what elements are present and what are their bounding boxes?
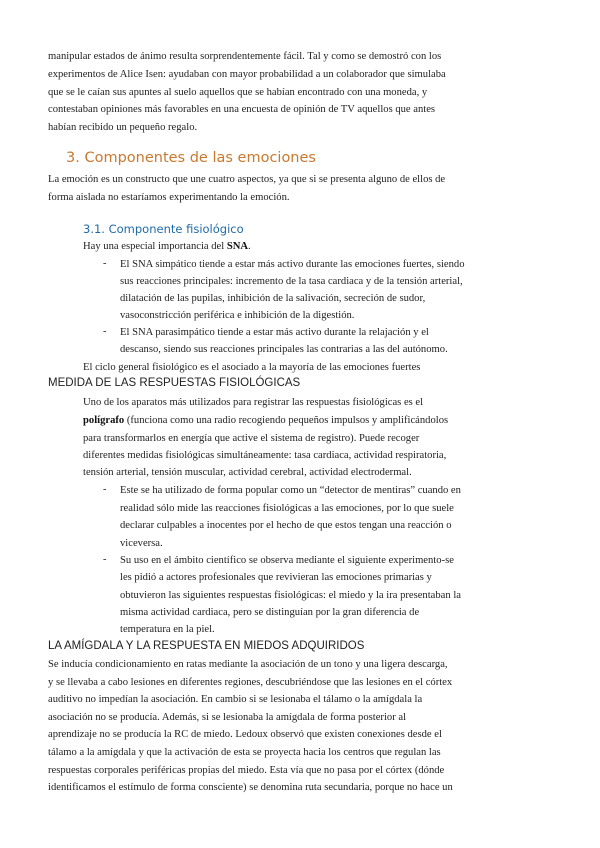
text-line: y se llevaba a cabo lesiones en diferentes regiones, descubriéndose que las lesiones en el córtex: [48, 677, 453, 688]
text-line: tálamo a la amígdala y que la activación de esta se proyecta hacia los centros que regulan las: [48, 747, 441, 758]
medida-heading: MEDIDA DE LAS RESPUESTAS FISIOLÓGICAS: [48, 377, 301, 389]
bullet-dash: -: [103, 258, 107, 269]
section-3-1-heading: 3.1. Componente fisiológico: [83, 222, 244, 236]
bullet-dash: -: [103, 554, 107, 565]
text-line: para transformarlos en energía que active el sistema de registro). Puede recoger: [83, 433, 420, 444]
text-line: Se inducía condicionamiento en ratas mediante la asociación de un tono y una ligera descarga,: [48, 659, 448, 670]
text-line: forma aislada no estaríamos experimentando la emoción.: [48, 192, 290, 203]
text-line: Este se ha utilizado de forma popular como un “detector de mentiras” cuando en: [120, 485, 461, 496]
text-line: diferentes medidas fisiológicas simultáneamente: tasa cardiaca, actividad respiratoria,: [83, 450, 447, 461]
bullet-dash: -: [103, 484, 107, 495]
text-line: identificamos el estímulo de forma consciente) se denomina ruta secundaria, porque no hace un: [48, 782, 453, 793]
text-line: declarar culpables a inocentes por el hecho de que estos tengan una reacción o: [120, 520, 452, 531]
text-line: asociación no se producía. Además, si se lesionaba la amígdala de forma posterior al: [48, 712, 407, 723]
sna-intro-line: Hay una especial importancia del SNA.: [83, 241, 251, 252]
text-line: El ciclo general fisiológico es el asociado a la mayoría de las emociones fuertes: [83, 362, 421, 373]
text-line: polígrafo (funciona como una radio recogiendo pequeños impulsos y amplificándolos: [83, 415, 449, 426]
text-line: temperatura en la piel.: [120, 624, 215, 635]
text-line: El SNA simpático tiende a estar más activo durante las emociones fuertes, siendo: [120, 259, 465, 270]
text-line: sus reacciones principales: incremento de la tasa cardiaca y de la tensión arterial,: [120, 276, 463, 287]
text-line: descanso, siendo sus reacciones principales las contrarias a las del autónomo.: [120, 344, 448, 355]
text-line: dilatación de las pupilas, inhibición de la salivación, secreción de sudor,: [120, 293, 426, 304]
text-line: realidad sólo mide las reacciones fisiológicas a las emociones, por lo que suele: [120, 503, 454, 514]
text-line: Su uso en el ámbito científico se observa mediante el siguiente experimento-se: [120, 555, 454, 566]
section-3-heading: 3. Componentes de las emociones: [66, 150, 316, 166]
text-line: Uno de los aparatos más utilizados para registrar las respuestas fisiológicas es el: [83, 397, 424, 408]
text-line: habían recibido un pequeño regalo.: [48, 122, 198, 133]
text-line: El SNA parasimpático tiende a estar más activo durante la relajación y el: [120, 327, 429, 338]
text-line: La emoción es un constructo que une cuatro aspectos, ya que si se presenta alguno de ellos de: [48, 174, 446, 185]
amigdala-heading: LA AMÍGDALA Y LA RESPUESTA EN MIEDOS ADQUIRIDOS: [48, 640, 365, 652]
text-line: auditivo no impedían la asociación. En cambio si se lesionaba el tálamo o la amígdala la: [48, 694, 423, 705]
text-line: manipular estados de ánimo resulta sorprendentemente fácil. Tal y como se demostró con los: [48, 51, 442, 62]
text-line: experimentos de Alice Isen: ayudaban con mayor probabilidad a un colaborador que simulaba: [48, 69, 446, 80]
bullet-dash: -: [103, 326, 107, 337]
text-line: contestaban opiniones más favorables en una encuesta de opinión de TV aquellos que antes: [48, 104, 436, 115]
text-line: vasoconstricción periférica e inhibición de la digestión.: [120, 310, 355, 321]
text-line: les pidió a actores profesionales que revivieran las emociones primarias y: [120, 572, 432, 583]
text-line: que se le caían sus apuntes al suelo aquellos que se habían encontrado con una moneda, y: [48, 87, 428, 98]
text-line: misma actividad cardiaca, pero se distinguían por la gran diferencia de: [120, 607, 420, 618]
text-line: tensión arterial, tensión muscular, actividad cerebral, actividad electrodermal.: [83, 467, 412, 478]
text-line: respuestas corporales periféricas propias del miedo. Esta vía que no pasa por el córtex (dónde: [48, 765, 445, 776]
text-line: obtuvieron las siguientes respuestas fisiológicas: el miedo y la ira presentaban la: [120, 590, 461, 601]
text-line: viceversa.: [120, 538, 163, 549]
text-line: aprendizaje no se producía la RC de miedo. Ledoux observó que existen conexiones desde el: [48, 729, 442, 740]
